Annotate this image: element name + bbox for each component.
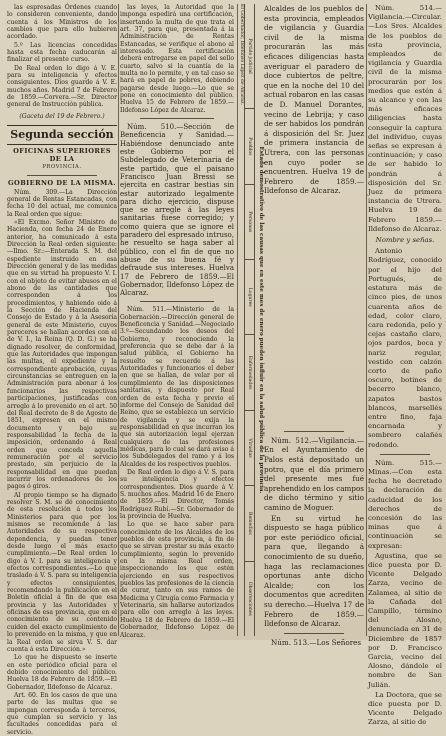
table-col-head: Observaciones [246, 561, 255, 636]
table-col-head: Pueblos [246, 108, 255, 183]
divider [140, 301, 214, 302]
divider [284, 431, 344, 432]
column-rule [237, 4, 238, 636]
paragraph-512 [264, 436, 364, 513]
paragraph: 5.º Las licencias concedidas hasta esta fecha caducarán al finalizar el presente curso. [7, 41, 117, 64]
paragraph: La Doctora, que se dice puesta por D. Vicente Delgado Zarza, al sitio de [368, 690, 442, 727]
health-table [239, 4, 263, 636]
table-col-head: Remedios [246, 485, 255, 560]
table-col-head: Personas [246, 184, 255, 259]
table-title: Estado demostrativo de las causas que en este mes de enero pueden influir en la salud pública de la provincia. [258, 146, 264, 494]
paragraph: «El Excmo. Señor Ministro de Hacienda, con fecha 24 de Enero anterior, ha comunicado á esta Dirección la Real orden siguiente:—Ilmo. Sr.:—Enterada S. M. del espediente instruido en esa Dirección general y de las medidas que en su virtud ha propuesto V. I. con el objeto de evitar abusos en el abono de las cantidades que corresponden á los procedimientos, y habiendo oido á la Sección de Hacienda del Consejo de Estado y á la Asesoría general de este Ministerio, cuyos pareceres se hallan acordes con el de V. I., la Reina (Q. D. G.) se ha dignado resolver, de conformidad, que las Autoridades que impongan las multas, el expediente y la correspondiente aprobación, cuyas circunstancias se entreguen en la Administración para abonar á los funcionarios las respectivas participaciones, justificadas con arreglo á lo prevenido en el art. 50 del Real decreto de 8 de Agosto de 1851, expresen en el mismo documento y bajo su responsabilidad la fecha de la imposición, ordenando á Real orden que conceda aquella remuneración por el servicio prestado, sin perjuicio de la responsabilidad en que puedan incurrir los ordenadores de los pagos ó giros. [7, 218, 117, 491]
notice-text: —Vigilancia.—En el Ayuntamiento de Palos está depositado un potro, que el día primero del presente mes fué aprehendido en los campos de dicho término y sitio camino de Moguer. [264, 435, 364, 513]
paragraph: De Real orden lo digo á V. S. para su inteligencia y efectos correspondientes. Dios guarde á V. S. muchos años. Madrid 16 de Enero de 1859.—El Director, Tomás Rodríguez Rubí.—Sr. Gobernador de la provincia de Huelva. [120, 468, 235, 521]
divider [284, 633, 344, 634]
column-2 [120, 4, 235, 639]
paragraph: Art. 60. En los casos de que una parte de las multas que se impongan corresponda á terceros, que cumplan su servicio y las facultades concedidas para el servicio. [7, 691, 117, 736]
paragraph-510 [120, 123, 234, 297]
column-3 [264, 4, 364, 647]
subheading: OFICINAS SUPERIORES DE LA [13, 147, 111, 163]
paragraph: Núm. 309.—La Dirección general de Rentas Estancadas, con fecha 10 del actual, me comunica la Real orden que sigue: [7, 188, 117, 218]
paragraph: Lo que he dispuesto se inserte en este periódico oficial para el debido conocimiento del público. Huelva 18 de Febrero de 1859.—El Gobernador, Ildefonso de Alcaraz. [7, 654, 117, 691]
paragraph: las espresadas Órdenes cuando lo consideren conveniente, dando cuenta á los Ministros de los cambios que para ello hubieren acordado. [7, 4, 117, 41]
paragraph: Agustina, que se dice puesta por D. Vicente Delgado Zarza, vecino de Zalamea, al sitio de la Cañada del Campillo, término del Alosno, denunciada en 31 de Diciembre de 1857 por D. Francisco Garcia, vecino del Alosno, dándole el nombre de San Julián. [368, 551, 442, 689]
paragraph: Núm. 515.—Minas.—Con esta fecha he decretado la declaración de caducidad de los derechos de concesión de las minas que á continuación se expresan: [368, 458, 442, 550]
paragraph: Núm. 514.—Vigilancia.—Circular.—Los Sres. Alcaldes de los pueblos de esta provincia, empleados de vigilancia y Guardia civil de la misma procurarán por los medios que estén á su alcance y con las más eficaces diligencias hasta conseguir la captura del individuo, cuyas señas se expresan á continuación; y caso de ser habido lo pondrán á disposición del Sr. Juez de primera instancia de Utrera. Huelva 19 de Febrero 1859.—Ildefonso de Alcaraz. [368, 4, 442, 233]
paragraph: las leyes, la Autoridad que la imponga espedirá una certificación, insertando la multa de que trata el art. 37, para que, presentada á la Administración de Rentas Estancadas, se verifique el abono al interesado. Esta certificación deberá entregarse en papel del sello cuarto, salvo si la cuantía de la multa no lo permite, y en tal caso se hará en papel de pobres, debiendo pagarse desde luego.—Lo que se pone en conocimiento del público. Huelva 15 de Febrero de 1859.—Ildefonso López de Alcaraz. [120, 4, 234, 114]
health-table-rotated [239, 4, 263, 636]
subheading-nombre: Nombre y señas. [375, 236, 435, 245]
table-col-head: Partido judicial [247, 38, 253, 74]
section-heading: Segunda sección [7, 125, 117, 145]
notice-number: Núm. 512. [271, 435, 312, 445]
table-col-head: Enfermedades [246, 334, 255, 409]
divider [27, 175, 97, 176]
column-rule [366, 4, 367, 636]
column-rule [118, 4, 119, 636]
paragraph: Núm. 511.—Ministerio de la Gobernación.—Dirección general de Beneficencia y Sanidad.—Negociado 3.º—Secundando los deseos del Gobierno, y reconociendo la preferencia que se debe dar á la salud pública, el Gobierno ha resuelto se recuerde á las Autoridades y funcionarios el deber en que se hallan, de velar por el cumplimiento de las disposiciones sanitarias, y dispuesto por Real orden de esta fecha y previo el informe del Consejo de Sanidad del Reino, que se establezca un servicio de vigilancia y se exija la responsabilidad en que incurran los que sin autorización legal ejerzan cualquiera de las profesiones médicas, para lo cual se dará aviso á los Subdelegados del ramo y á los Alcaldes de los respectivos pueblos. [120, 306, 234, 468]
notice-text: —Sección de Beneficencia y Sanidad.—Habiéndose denunciado ante este Gobierno por el Subdelegado de Veterinaria de este partido, que el paisano Francisco Juan Bressi se ejercita en castrar bestias sin estar autorizado legalmente para dicho ejercicio, dispuse que se arregle á las leyes sanitarias fuese corregido; y como quiera que se ignore el paradero del espresado intruso, he resuelto se haga saber al público, con el fin de que no abuse de su buena fé y defraude sus intereses. Huelva 17 de Febrero de 1859.—El Gobernador, Ildefonso López de Alcaraz. [120, 123, 234, 298]
table-col-head: Lugares [246, 259, 255, 334]
subheading-province: PROVINCIA. [42, 163, 82, 170]
notice-number: Núm. 510. [127, 123, 177, 132]
table-signature: El Gobernador, Ildefonso López de Alcaraz. [239, 4, 245, 105]
column-1 [7, 4, 117, 736]
paragraph: Lo que se hace saber para conocimiento de los Alcaldes de los pueblos de esta provincia, á fin de que se sirvan prestar su más exacto cumplimiento, según lo prevenido en la misma Real orden, inspeccionando los que estén ejerciendo en sus respectivos pueblos las profesiones de la ciencia de curar, tanto en sus ramos de Medicina y Cirugía como Farmacia y Veterinaria, sin hallarse autorizados para ello con arreglo á las leyes. Huelva 18 de Febrero de 1859.—El Gobernador, Ildefonso López de Alcaraz. [120, 521, 234, 639]
paragraph-513: Núm. 513.—Los Señores [271, 637, 362, 647]
table-col-head: Viruelas [246, 410, 255, 485]
table-header-row [245, 4, 256, 636]
divider [140, 118, 214, 119]
source-note: (Gaceta del 19 de Febrero.) [19, 112, 105, 120]
spacer [264, 197, 364, 427]
divider [380, 454, 430, 455]
paragraph: Al propio tiempo se ha dignado resolver S. M. se dé conocimiento de esta resolución á todos los Ministerios para que por los mismos se recomiende á las Autoridades de su respectiva dependencia, y puedan tener desde luego el más exacto cumplimiento.—De Real orden lo digo á V. I. para su inteligencia y efectos correspondientes.—Lo que traslado á V. S. para su inteligencia y efectos consiguientes, recomendando la publicación en el Boletín oficial á fin de que esa provincia y las Autoridades y oficinas de esa provincia, que en el conocimiento de su contenido cuiden del exacto cumplimiento de lo prevenido en la misma, y que en la Real orden se sirva V. S. dar cuenta á esta Dirección.» [7, 491, 117, 653]
paragraph: De Real orden lo digo á V. E. para su inteligencia y efectos consiguientes. Dios guarde á V. E. muchos años. Madrid 7 de Febrero de 1859.—Corvera.—Sr. Director general de Instrucción pública. [7, 64, 117, 109]
paragraph: En su virtud he dispuesto se haga público por este periódico oficial, para que, llegando á conocimiento de su dueño, haga las reclamaciones oportunas ante dicho Alcalde; con los documentos que acrediten su derecho.—Huelva 17 de Febrero de 1859.—Ildefonso de Alcaraz. [264, 513, 364, 629]
paragraph-continued: Alcaldes de los pueblos de esta provincia, empleados de vigilancia y Guardia civil de la misma procurarán las más eficaces diligencias hasta averiguar el paradero de doce cubiertos de peltre, que en la noche del 10 del actual robaron en las casas de D. Manuel Dorantes, vecino de Lebrija; y caso de ser habidos los pondrán á disposición del Sr. Juez de primera instancia de Utrera, con las personas en cuyo poder se encuentren. Huelva 19 de Febrero de 1859.—Ildefonso de Alcaraz. [264, 4, 364, 196]
subheading-government: GOBIERNO DE LA MISMA. [8, 179, 116, 188]
paragraph: Antonio Rodríguez, conocido por el hijo del Portugués, de estatura más de cinco pies, de unos cuarenta años de edad, color claro, cara redonda, pelo y cejas castaño claro, ojos pardos, boca y nariz regular, vestido con calzón corto de paño oscuro, botines de becerro blanco, zapatos bastos blancos, marsellés entre fino, faja encarnada y sombrero calañés redondo. [368, 247, 442, 449]
column-4 [368, 4, 442, 727]
